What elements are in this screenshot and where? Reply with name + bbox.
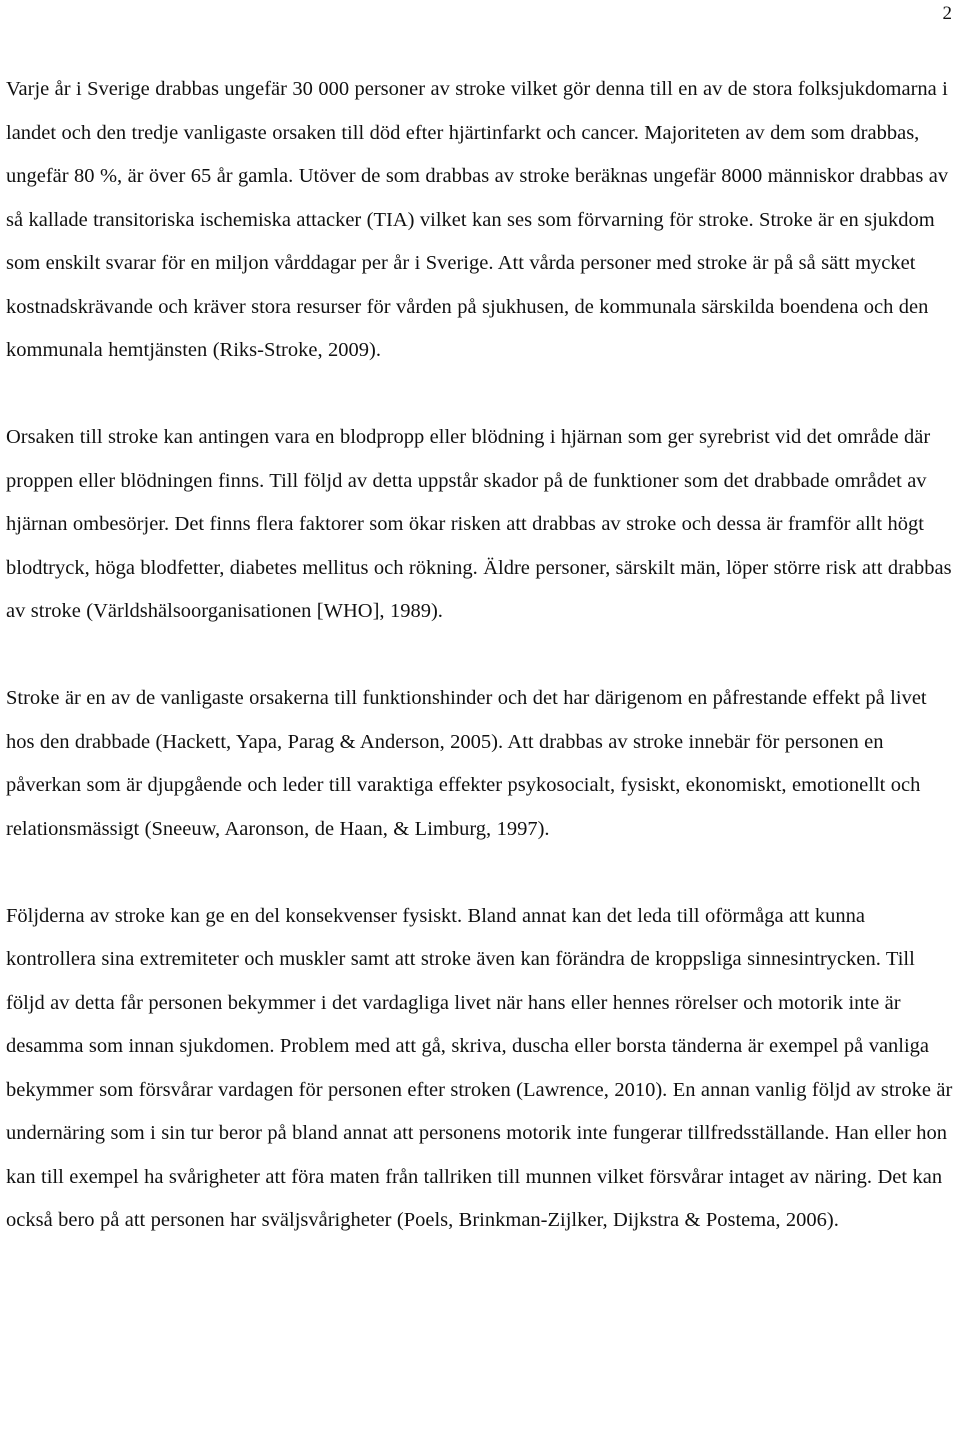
document-body [6, 68, 958, 1243]
paragraph-physical-consequences: Följderna av stroke kan ge en del konsekvenser fysiskt. Bland annat kan det leda till oförmåga att kunna kontrollera sina extremiteter och muskler samt att stroke även kan förändra de kroppsliga sinnesintrycken. Till följd av detta får personen bekymmer i det vardagliga livet när hans eller hennes rörelser och motorik inte är desamma som innan sjukdomen. Problem med att gå, skriva, duscha eller borsta tänderna är exempel på vanliga bekymmer som försvårar vardagen för personen efter stroken (Lawrence, 2010). En annan vanlig följd av stroke är undernäring som i sin tur beror på bland annat att personens motorik inte fungerar tillfredsställande. Han eller hon kan till exempel ha svårigheter att föra maten från tallriken till munnen vilket försvårar intaget av näring. Det kan också bero på att personen har sväljsvårigheter (Poels, Brinkman-Zijlker, Dijkstra & Postema, 2006). [6, 904, 953, 1231]
paragraph-stroke-prevalence: Varje år i Sverige drabbas ungefär 30 000 personer av stroke vilket gör denna till en av de stora folksjukdomarna i landet och den tredje vanligaste orsaken till död efter hjärtinfarkt och cancer. Majoriteten av dem som drabbas, ungefär 80 %, är över 65 år gamla. Utöver de som drabbas av stroke beräknas ungefär 8000 människor drabbas av så kallade transitoriska ischemiska attacker (TIA) vilket kan ses som förvarning för stroke. Stroke är en sjukdom som enskilt svarar för en miljon vårddagar per år i Sverige. Att vårda personer med stroke är på så sätt mycket kostnadskrävande och kräver stora resurser för vården på sjukhusen, de kommunala särskilda boendena och den kommunala hemtjänsten (Riks-Stroke, 2009). [6, 78, 949, 361]
paragraph-stroke-causes: Orsaken till stroke kan antingen vara en blodpropp eller blödning i hjärnan som ger syrebrist vid det område där proppen eller blödningen finns. Till följd av detta uppstår skador på de funktioner som det drabbade området av hjärnan ombesörjer. Det finns flera faktorer som ökar risken att drabbas av stroke och dessa är framför allt högt blodtryck, höga blodfetter, diabetes mellitus och rökning. Äldre personer, särskilt män, löper större risk att drabbas av stroke (Världshälsoorganisationen [WHO], 1989). [6, 426, 952, 622]
page-number: 2 [942, 3, 952, 24]
paragraph-stroke-effects: Stroke är en av de vanligaste orsakerna till funktionshinder och det har därigenom en påfrestande effekt på livet hos den drabbade (Hackett, Yapa, Parag & Anderson, 2005). Att drabbas av stroke innebär för personen en påverkan som är djupgående och leder till varaktiga effekter psykosocialt, fysiskt, ekonomiskt, emotionellt och relationsmässigt (Sneeuw, Aaronson, de Haan, & Limburg, 1997). [6, 687, 927, 840]
